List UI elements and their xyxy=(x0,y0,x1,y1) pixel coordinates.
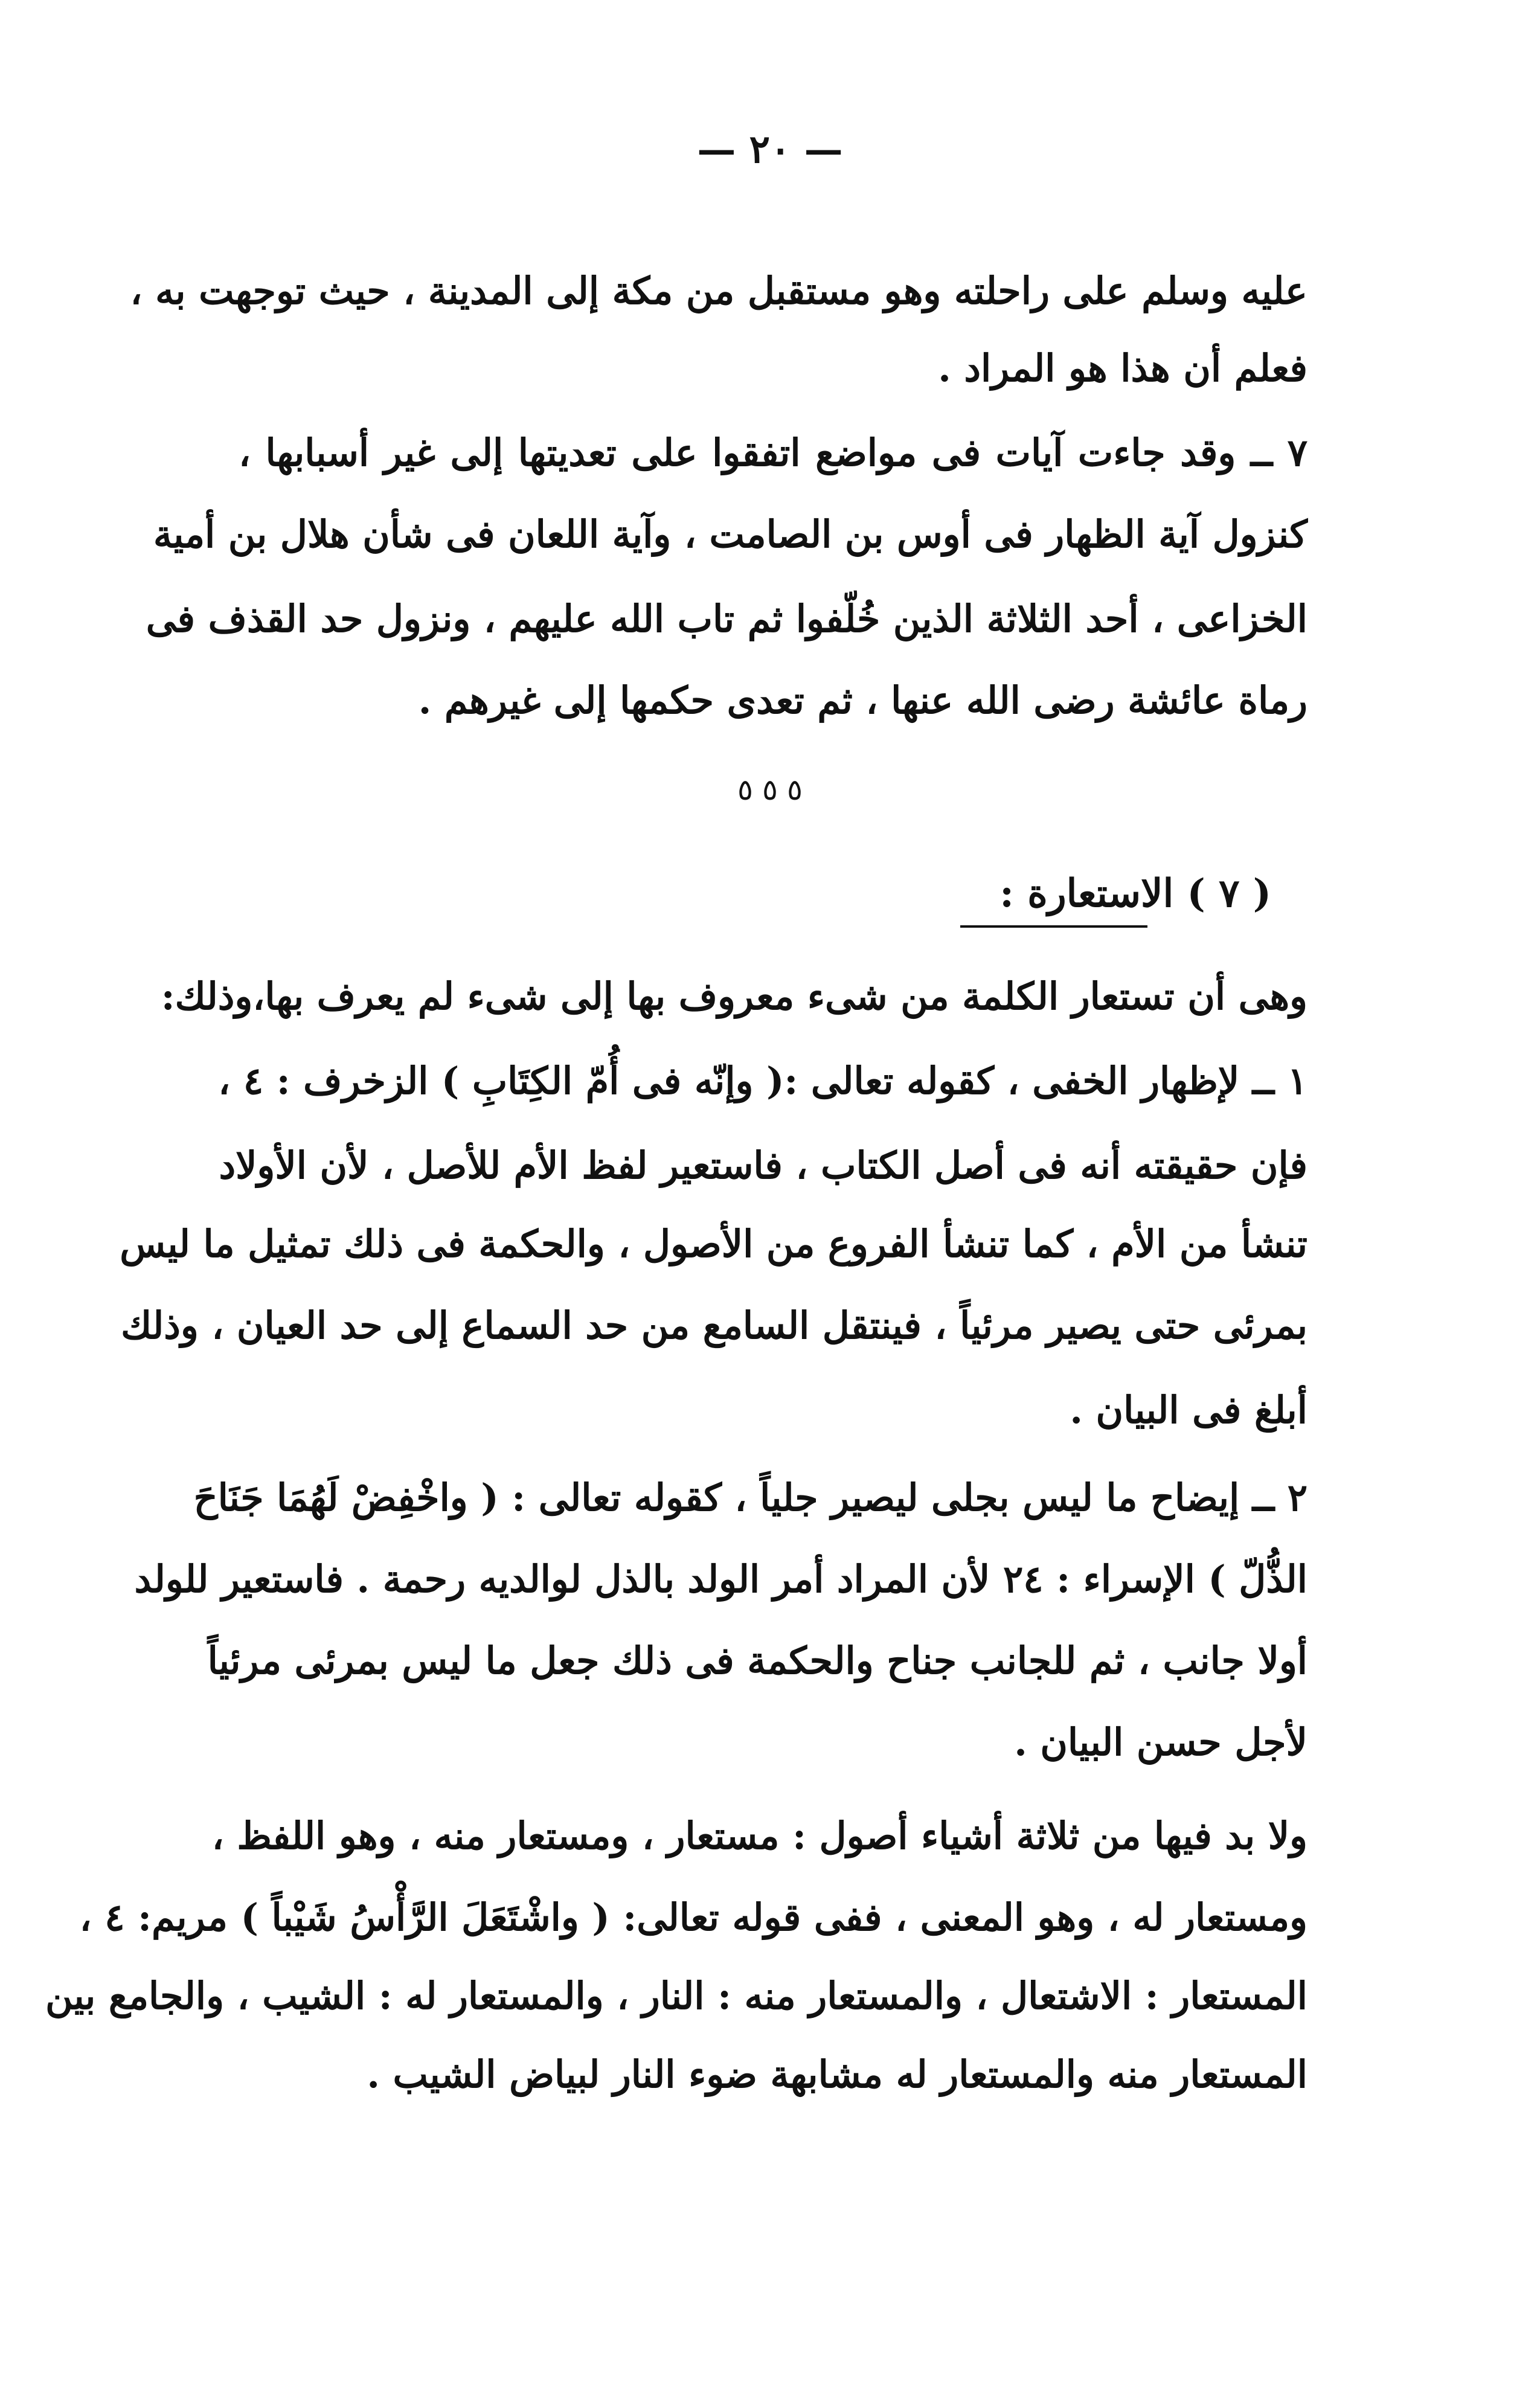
text-line: رماة عائشة رضى الله عنها ، ثم تعدى حكمها إلى غيرهم . xyxy=(418,678,1307,722)
text-line: المستعار منه والمستعار له مشابهة ضوء النار لبياض الشيب . xyxy=(367,2052,1307,2096)
section-heading: ( ٧ ) الاستعارة : xyxy=(999,871,1271,916)
text-line: ولا بد فيها من ثلاثة أشياء أصول : مستعار ، ومستعار منه ، وهو اللفظ ، xyxy=(211,1814,1307,1858)
section-separator: ٥ ٥ ٥ xyxy=(737,773,803,807)
text-line: لأجل حسن البيان . xyxy=(1014,1720,1307,1764)
text-line: فإن حقيقته أنه فى أصل الكتاب ، فاستعير لفظ الأم للأصل ، لأن الأولاد xyxy=(219,1143,1307,1187)
text-line: أولا جانب ، ثم للجانب جناح والحكمة فى ذلك جعل ما ليس بمرئى مرئياً xyxy=(207,1639,1307,1683)
text-line: بمرئى حتى يصير مرئياً ، فينتقل السامع من حد السماع إلى حد العيان ، وذلك xyxy=(121,1303,1307,1347)
text-line: الذُّلّ ) الإسراء : ٢٤ لأن المراد أمر الولد بالذل لوالديه رحمة . فاستعير للولد xyxy=(134,1557,1307,1601)
text-line: المستعار : الاشتعال ، والمستعار منه : النار ، والمستعار له : الشيب ، والجامع بين xyxy=(45,1974,1307,2018)
text-line: وهى أن تستعار الكلمة من شىء معروف بها إلى شىء لم يعرف بها،وذلك: xyxy=(161,974,1307,1018)
text-line: ١ ــ لإظهار الخفى ، كقوله تعالى :( وإنّه فى أُمّ الكِتَابِ ) الزخرف : ٤ ، xyxy=(218,1059,1307,1103)
text-line: عليه وسلم على راحلته وهو مستقبل من مكة إلى المدينة ، حيث توجهت به ، xyxy=(130,269,1307,313)
text-line: الخزاعى ، أحد الثلاثة الذين خُلّفوا ثم تاب الله عليهم ، ونزول حد القذف فى xyxy=(146,597,1307,641)
page-number: — ٢٠ — xyxy=(697,127,843,172)
text-line: تنشأ من الأم ، كما تنشأ الفروع من الأصول ، والحكمة فى ذلك تمثيل ما ليس xyxy=(120,1222,1307,1266)
text-line: أبلغ فى البيان . xyxy=(1070,1388,1307,1432)
text-line: ومستعار له ، وهو المعنى ، ففى قوله تعالى: ( واشْتَعَلَ الرَّأْسُ شَيْباً ) مريم: ٤ ، xyxy=(79,1895,1307,1939)
text-line: كنزول آية الظهار فى أوس بن الصامت ، وآية اللعان فى شأن هلال بن أمية xyxy=(153,512,1307,556)
text-line: ٧ ــ وقد جاءت آيات فى مواضع اتفقوا على تعديتها إلى غير أسبابها ، xyxy=(239,431,1307,475)
heading-underline xyxy=(960,925,1147,928)
text-line: فعلم أن هذا هو المراد . xyxy=(938,346,1307,390)
text-line: ٢ ــ إيضاح ما ليس بجلى ليصير جلياً ، كقوله تعالى : ( واخْفِضْ لَهُمَا جَنَاحَ xyxy=(193,1476,1307,1520)
